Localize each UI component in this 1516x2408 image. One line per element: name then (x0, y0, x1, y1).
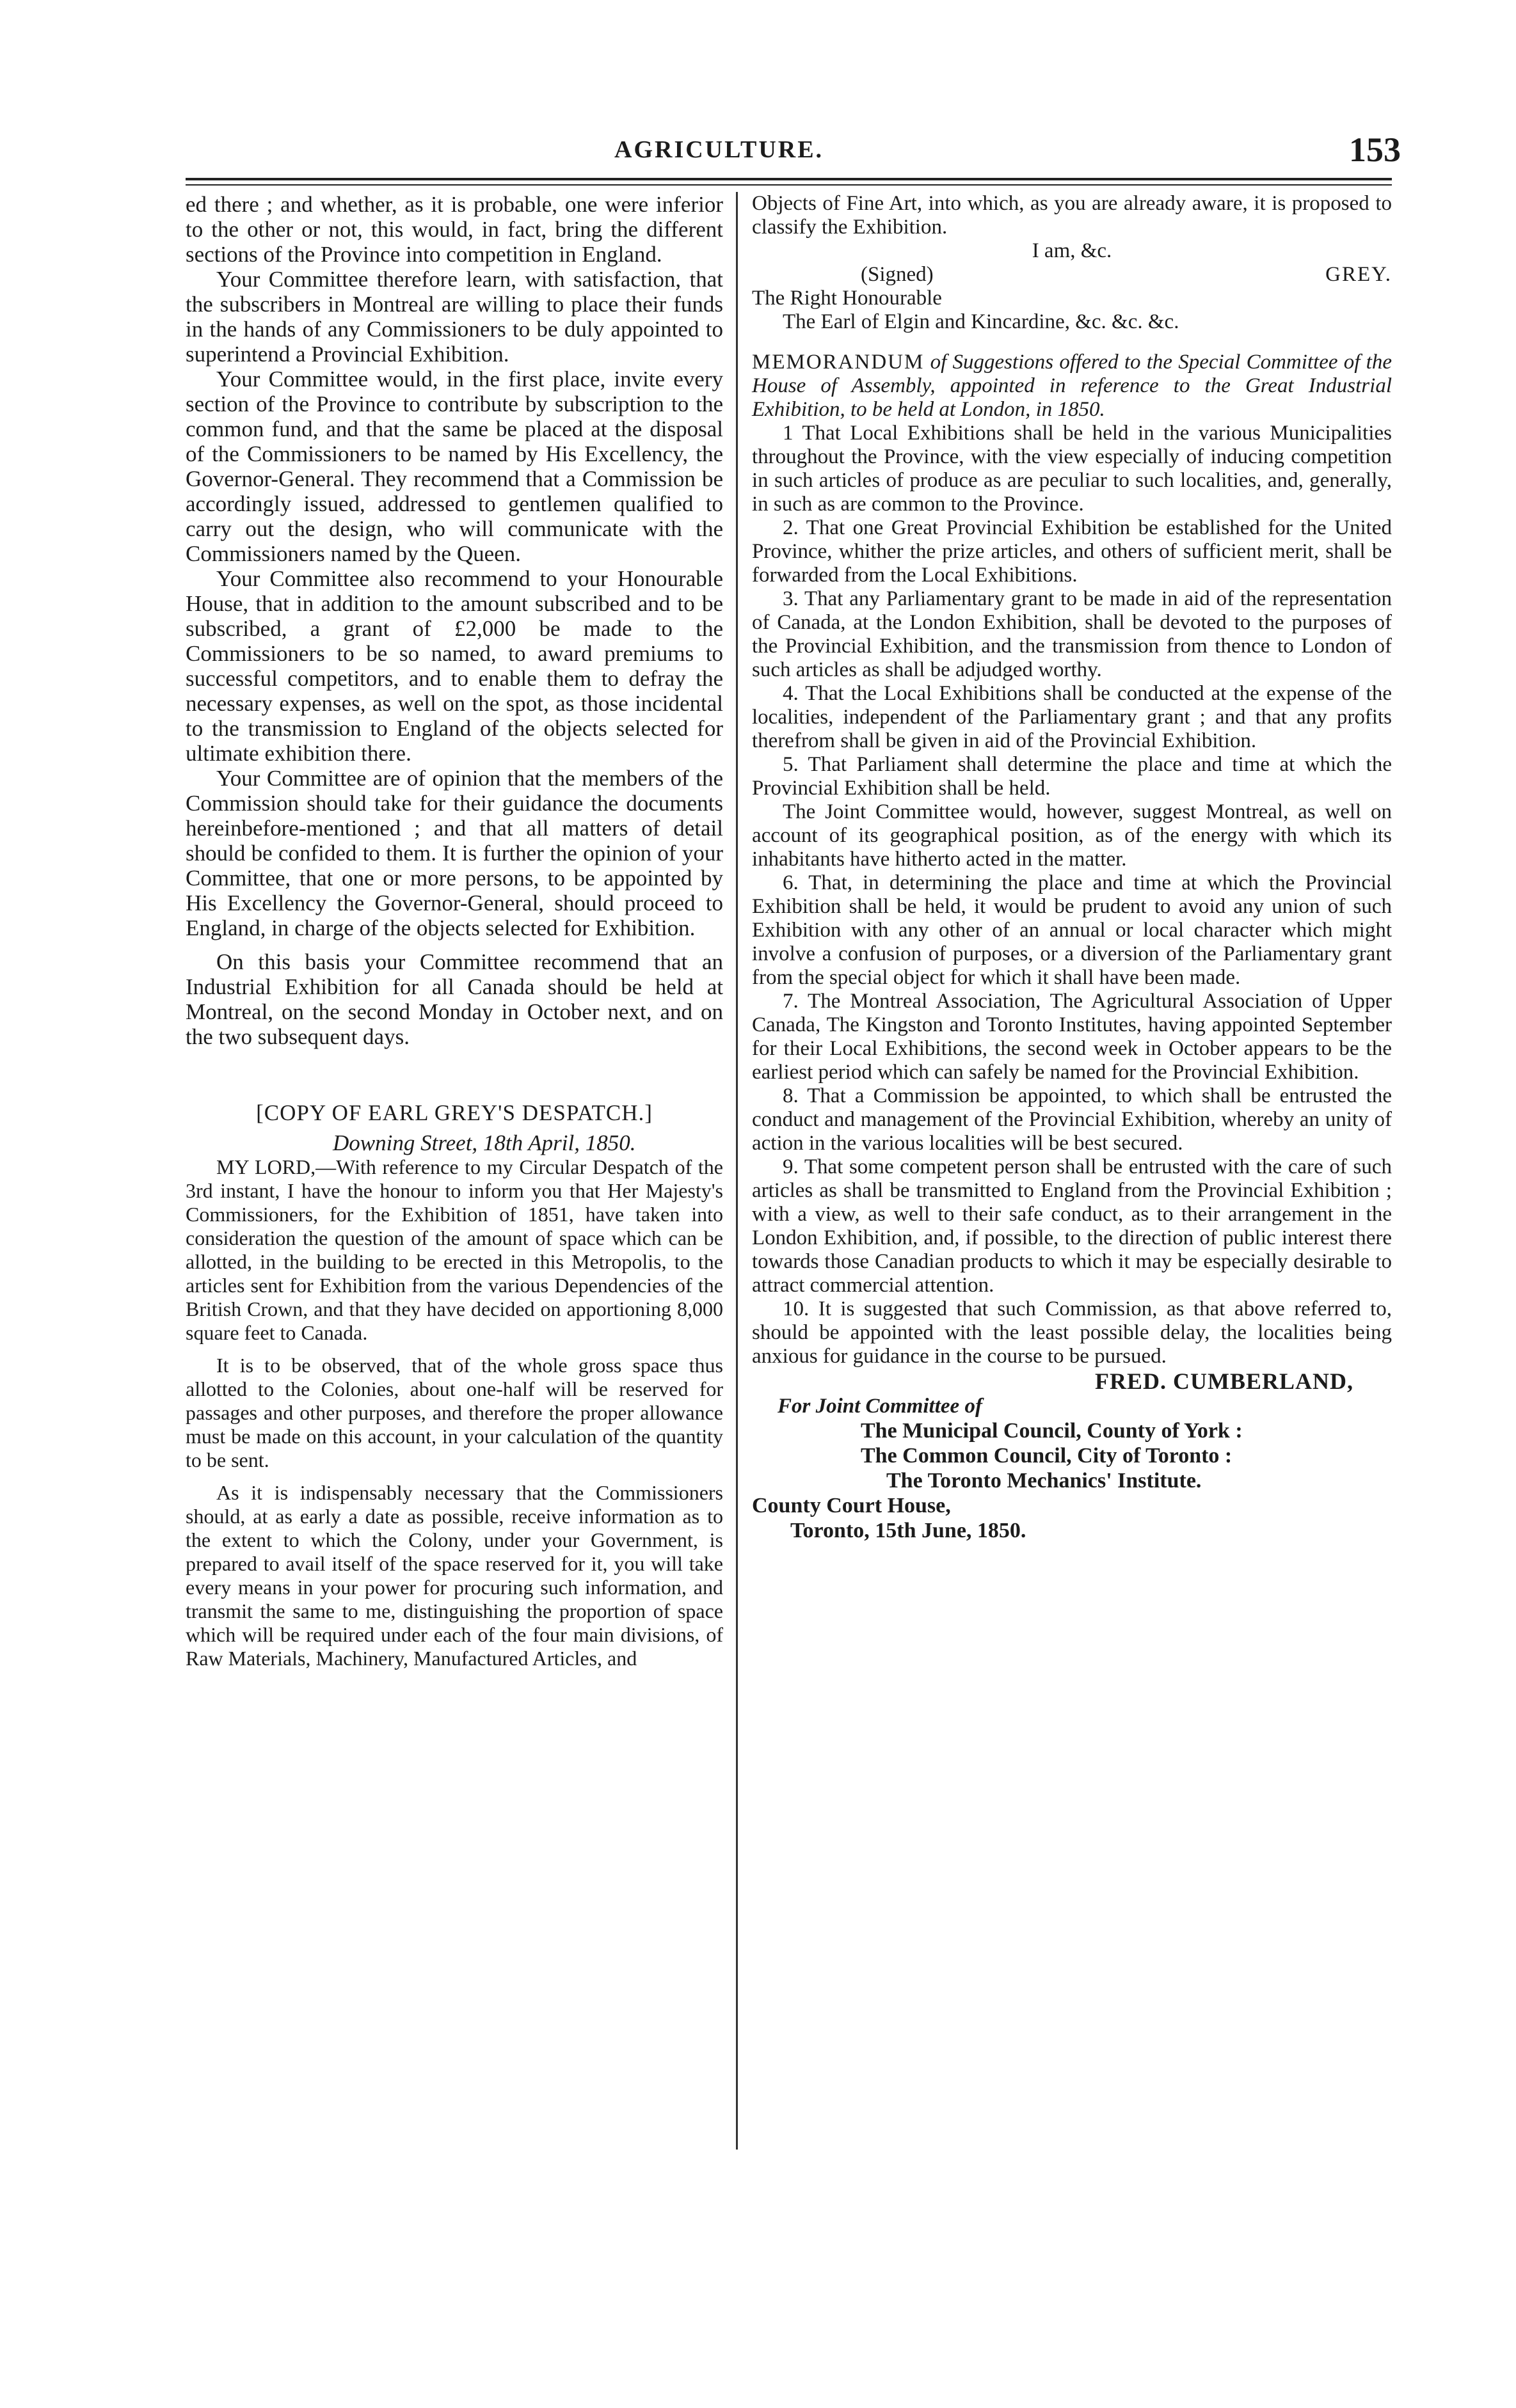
signature-row (861, 263, 1392, 287)
memo-item: 3. That any Parliamentary grant to be made in aid of the representation of Canada, at the London Exhibition, shall be devoted to the purposes of the Provincial Exhibition, and the transmission from thence to London of such articles as shall be adjudged worthy. (752, 587, 1392, 681)
body-line: The Common Council, City of Toronto : (861, 1444, 1233, 1468)
memorandum-title-rest: of Suggestions offered to the Special Committee of the House of Assembly, appointed in reference to the Great Industrial Exhibition, to be held at London, in 1850. (752, 351, 1392, 421)
header-rule (186, 178, 1392, 180)
despatch-heading: [COPY OF EARL GREY'S DESPATCH.] (256, 1100, 653, 1125)
memo-item: 1 That Local Exhibitions shall be held in the various Municipalities throughout the Province, with the view especially of inducing competition in such articles of produce as are peculiar to such localities, and, generally, in such as are common to the Province. (752, 422, 1392, 516)
memorandum-word: MEMORANDUM (752, 351, 925, 374)
memorandum-title (752, 351, 1392, 422)
date-line: Toronto, 15th June, 1850. (790, 1519, 1026, 1542)
despatch-continuation: Objects of Fine Art, into which, as you are already aware, it is proposed to classify the Exhibition. (752, 192, 1392, 239)
addressee: The Earl of Elgin and Kincardine, &c. &c. &c. (783, 310, 1179, 333)
right-column (752, 192, 1392, 1543)
body-line: The Municipal Council, County of York : (861, 1419, 1243, 1443)
signed-name: GREY. (1325, 263, 1392, 286)
place-line: County Court House, (752, 1494, 951, 1517)
despatch-paragraph: As it is indispensably necessary that the Commissioners should, at as early a date as possible, receive information as to the extent to which the Colony, under your Government, is prepared to avail itself of the space reserved for it, you will take every means in your power for procuring such information, and transmit the same to me, distinguishing the proportion of space which will be required under each of the four main divisions, of Raw Materials, Machinery, Manufactured Articles, and (186, 1481, 723, 1670)
column-divider (736, 192, 738, 2150)
memo-item: 6. That, in determining the place and time at which the Provincial Exhibition shall be held, it would be prudent to avoid any union of such Exhibition with any other of an annual or local character which might involve a confusion of purposes, or a diversion of the Parliamentary grant from the special object for which it shall have been made. (752, 871, 1392, 989)
memo-item: 5. That Parliament shall determine the place and time at which the Provincial Exhibition shall be held. (752, 753, 1392, 800)
left-column (186, 192, 723, 1670)
body-line: The Toronto Mechanics' Institute. (886, 1469, 1202, 1493)
memo-item: 2. That one Great Provincial Exhibition be established for the United Province, whither the prize articles, and others of sufficient merit, shall be forwarded from the Local Exhibitions. (752, 516, 1392, 587)
despatch-paragraph: MY LORD,—With reference to my Circular Despatch of the 3rd instant, I have the honour to inform you that Her Majesty's Commissioners, for the Exhibition of 1851, have taken into consideration the question of the amount of space which can be allotted, in the building to be erected in this Metropolis, to the articles sent for Exhibition from the various Dependencies of the British Crown, and that they have decided on apportioning 8,000 square feet to Canada. (186, 1155, 723, 1344)
memo-item: 7. The Montreal Association, The Agricultural Association of Upper Canada, The Kingston and Toronto Institutes, having appointed September for their Local Exhibitions, the second week in October appears to be the earliest period which can safely be named for the Provincial Exhibition. (752, 990, 1392, 1084)
addressee: The Right Honourable (752, 287, 942, 310)
memo-item: 10. It is suggested that such Commission, as that above referred to, should be appointed with the least possible delay, the localities being anxious for guidance in the course to be pursued. (752, 1297, 1392, 1368)
paragraph: Your Committee would, in the first place, invite every section of the Province to contribute by subscription to the common fund, and that the same be placed at the disposal of the Commissioners to be named by His Excellency, the Governor-General. They recommend that a Commission be accordingly issued, addressed to gentlemen qualified to carry out the design, who will communicate with the Commissioners named by the Queen. (186, 367, 723, 566)
paragraph: ed there ; and whether, as it is probable, one were inferior to the other or not, this would, in fact, bring the different sections of the Province into competition in England. (186, 192, 723, 267)
paragraph: Your Committee also recommend to your Honourable House, that in addition to the amount subscribed and to be subscribed, a grant of £2,000 be made to the Commissioners to be so named, to award premiums to successful competitors, and to enable them to defray the necessary expenses, as well on the spot, as those incidental to the transmission to England of the objects selected for ultimate exhibition there. (186, 566, 723, 766)
header-rule-thin (186, 184, 1392, 186)
despatch-paragraph: It is to be observed, that of the whole gross space thus allotted to the Colonies, about one-half will be reserved for passages and other purposes, and therefore the proper allowance must be made on this account, in your calculation of the quantity to be sent. (186, 1354, 723, 1471)
signatory: FRED. CUMBERLAND, (1095, 1368, 1353, 1394)
signed-label: (Signed) (861, 263, 934, 286)
memo-item: 8. That a Commission be appointed, to which shall be entrusted the conduct and management of the Provincial Exhibition, whereby an unity of action in the various localities will be best secured. (752, 1084, 1392, 1155)
memo-item: 4. That the Local Exhibitions shall be conducted at the expense of the localities, independent of the Parliamentary grant ; and that any profits therefrom shall be given in aid of the Provincial Exhibition. (752, 682, 1392, 752)
paragraph: Your Committee therefore learn, with satisfaction, that the subscribers in Montreal are willing to place their funds in the hands of any Commissioners to be duly appointed to superintend a Provincial Exhibition. (186, 267, 723, 367)
for-line: For Joint Committee of (778, 1395, 982, 1418)
memo-item: The Joint Committee would, however, suggest Montreal, as well on account of its geographical position, as of the energy with which its inhabitants have hitherto acted in the matter. (752, 800, 1392, 871)
memo-item: 9. That some competent person shall be entrusted with the care of such articles as shall be transmitted to England from the Provincial Exhibition ; with a view, as well to their safe conduct, as to their arrangement in the London Exhibition, and, if possible, to the direction of public interest there towards those Canadian products to which it may be especially desirable to attract commercial attention. (752, 1155, 1392, 1297)
despatch-dateline: Downing Street, 18th April, 1850. (333, 1130, 636, 1155)
paragraph: Your Committee are of opinion that the members of the Commission should take for their guidance the documents hereinbefore-mentioned ; and that all matters of detail should be confided to them. It is further the opinion of your Committee, that one or more persons, to be appointed by His Excellency the Governor-General, should proceed to England, in charge of the objects selected for Exhibition. (186, 766, 723, 940)
paragraph: On this basis your Committee recommend that an Industrial Exhibition for all Canada should be held at Montreal, on the second Monday in October next, and on the two subsequent days. (186, 949, 723, 1049)
page-number: 153 (1349, 131, 1401, 169)
closing: I am, &c. (1032, 239, 1112, 262)
running-header: AGRICULTURE. (614, 136, 824, 163)
